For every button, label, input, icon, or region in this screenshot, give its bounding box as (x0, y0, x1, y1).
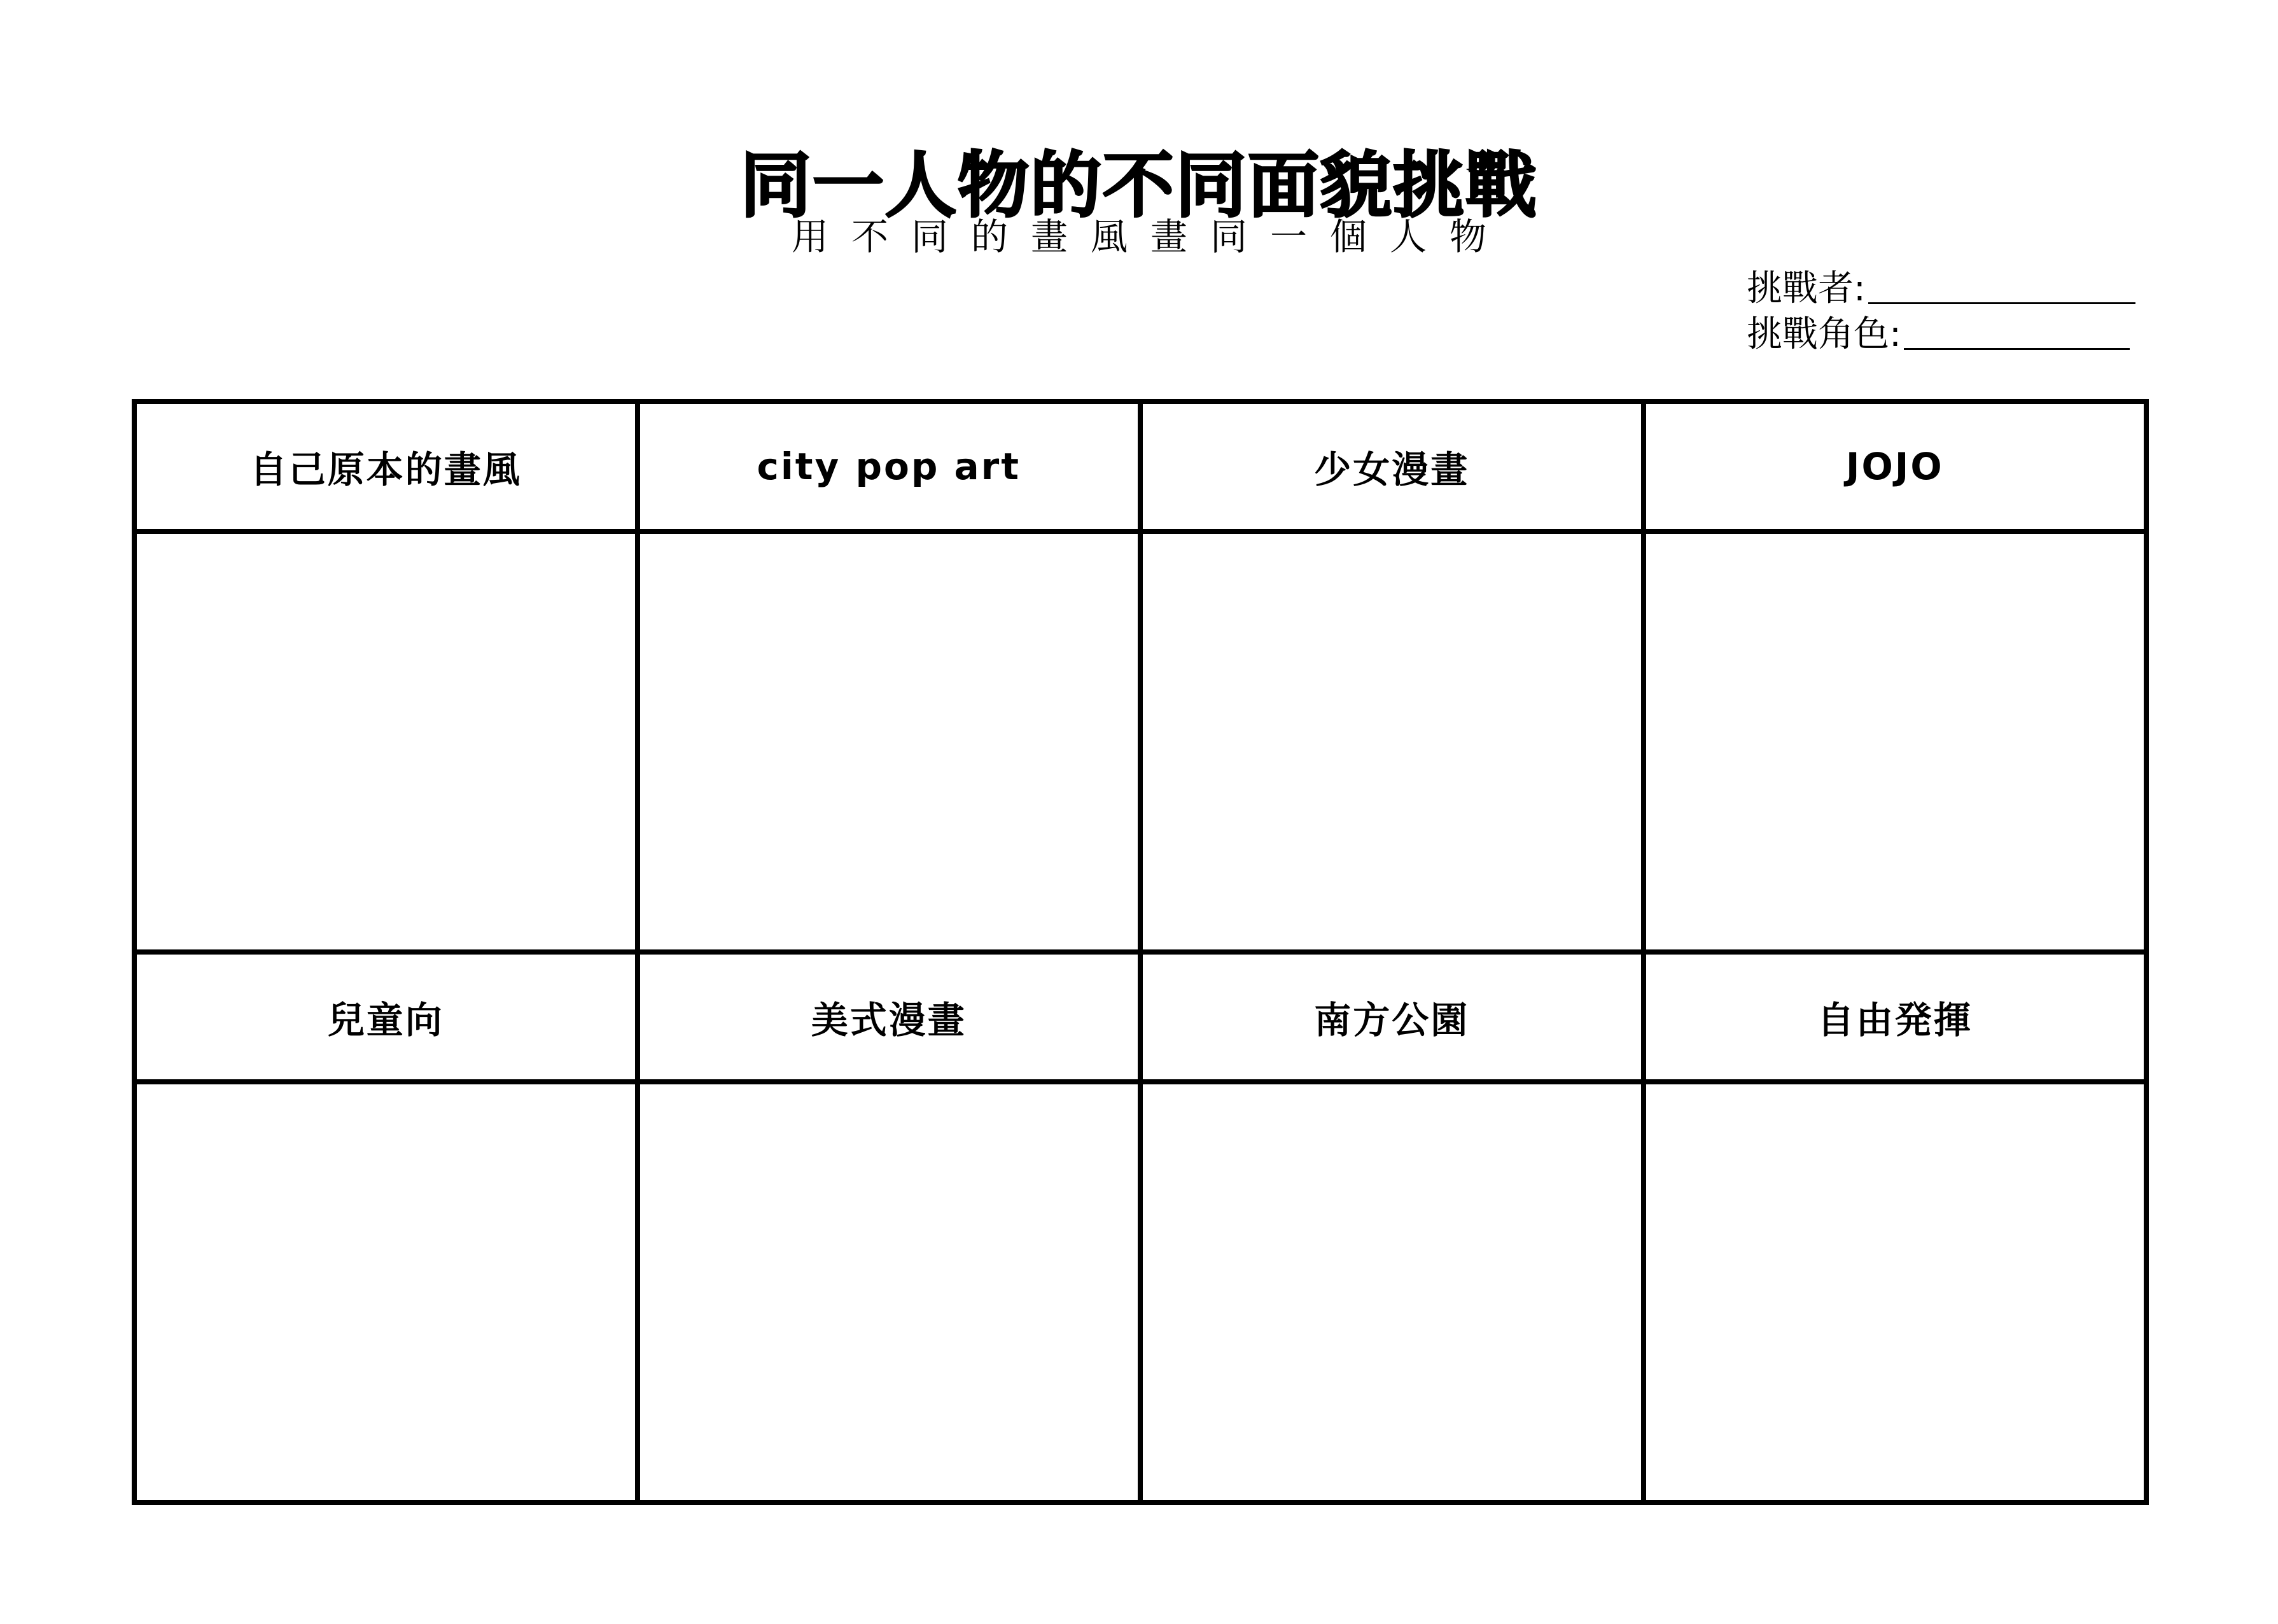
style-label-city-pop: city pop art (638, 402, 1141, 531)
challenger-label: 挑戰者: (1747, 268, 1866, 309)
style-label-jojo: JOJO (1644, 402, 2147, 531)
drawing-box-city-pop[interactable] (638, 531, 1141, 952)
grid-header-row-1 (134, 402, 2146, 531)
style-label-shoujo: 少女漫畫 (1140, 402, 1644, 531)
style-label-free-style: 自由発揮 (1644, 952, 2147, 1082)
grid-drawing-row-1 (134, 531, 2146, 952)
style-label-south-park: 南方公園 (1140, 952, 1644, 1082)
page-subtitle: 用不同的畫風畫同一個人物 (791, 215, 1509, 258)
challenger-field (1747, 266, 2135, 312)
drawing-box-jojo[interactable] (1644, 531, 2147, 952)
drawing-box-own[interactable] (134, 531, 638, 952)
character-field (1747, 312, 2130, 358)
character-blank-line[interactable] (1904, 319, 2130, 350)
style-label-kids: 兒童向 (134, 952, 638, 1082)
drawing-box-american-comic[interactable] (638, 1082, 1141, 1502)
drawing-box-free-style[interactable] (1644, 1082, 2147, 1502)
drawing-box-shoujo[interactable] (1140, 531, 1644, 952)
challenger-blank-line[interactable] (1868, 273, 2135, 304)
style-label-american-comic: 美式漫畫 (638, 952, 1141, 1082)
page-title: 同一人物的不同面貌挑戰 (740, 144, 1538, 227)
grid-drawing-row-2 (134, 1082, 2146, 1502)
drawing-box-south-park[interactable] (1140, 1082, 1644, 1502)
style-grid (132, 399, 2149, 1505)
style-label-own: 自己原本的畫風 (134, 402, 638, 531)
drawing-box-kids[interactable] (134, 1082, 638, 1502)
character-label: 挑戰角色: (1747, 314, 1901, 355)
grid-header-row-2 (134, 952, 2146, 1082)
